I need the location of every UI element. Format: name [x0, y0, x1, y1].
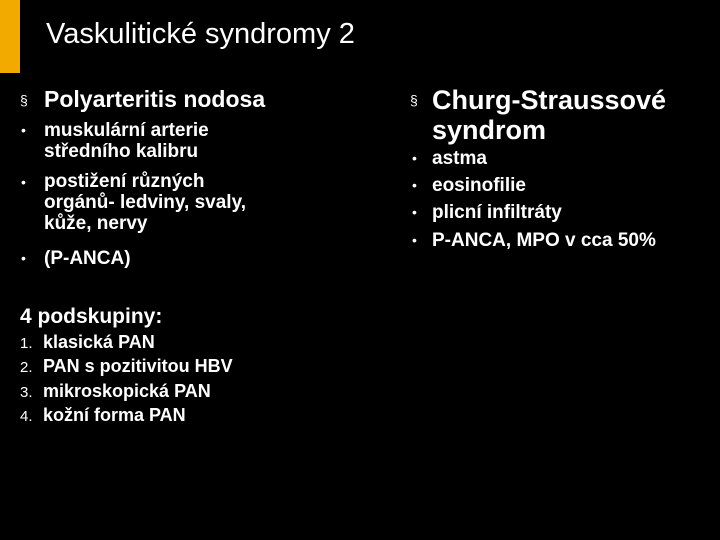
square-bullet-icon: § — [410, 92, 418, 108]
left-item-1-line-1: muskulární arterie — [44, 120, 209, 141]
right-item: plicní infiltráty — [432, 202, 562, 223]
bullet-dot-icon: • — [21, 122, 26, 138]
left-item-1-line-2: středního kalibru — [44, 141, 199, 162]
right-heading-line-2: syndrom — [432, 115, 547, 145]
subgroup-number: 1. — [20, 335, 33, 352]
left-item-3-line-1: (P-ANCA) — [44, 248, 131, 269]
title-bar — [0, 0, 720, 73]
subgroup-heading: 4 podskupiny: — [20, 305, 163, 328]
right-item: P-ANCA, MPO v cca 50% — [432, 230, 656, 251]
subgroup-number: 2. — [20, 359, 33, 376]
left-item-2-line-3: kůže, nervy — [44, 213, 148, 234]
left-item-2 — [44, 171, 246, 234]
left-heading: Polyarteritis nodosa — [44, 86, 266, 112]
bullet-dot-icon: • — [21, 174, 26, 190]
bullet-dot-icon: • — [412, 204, 417, 220]
title-accent-bar — [0, 0, 20, 73]
left-item-2-line-2: orgánů- ledviny, svaly, — [44, 192, 247, 213]
bullet-dot-icon: • — [412, 232, 417, 248]
subgroup-item: PAN s pozitivitou HBV — [43, 356, 233, 376]
subgroup-number: 3. — [20, 384, 33, 401]
bullet-dot-icon: • — [21, 250, 26, 266]
subgroup-item: klasická PAN — [43, 332, 155, 352]
slide-title: Vaskulitické syndromy 2 — [46, 18, 355, 50]
subgroup-number: 4. — [20, 408, 33, 425]
bullet-dot-icon: • — [412, 150, 417, 166]
right-heading-line-1: Churg-Straussové — [432, 85, 667, 115]
left-item-1 — [44, 120, 209, 162]
square-bullet-icon: § — [20, 92, 28, 108]
right-heading — [432, 85, 666, 145]
subgroup-item: mikroskopická PAN — [43, 381, 211, 401]
left-item-3 — [44, 248, 131, 269]
subgroup-item: kožní forma PAN — [43, 405, 186, 425]
bullet-dot-icon: • — [412, 177, 417, 193]
right-item: astma — [432, 148, 487, 169]
right-item: eosinofilie — [432, 175, 526, 196]
left-item-2-line-1: postižení různých — [44, 171, 205, 192]
